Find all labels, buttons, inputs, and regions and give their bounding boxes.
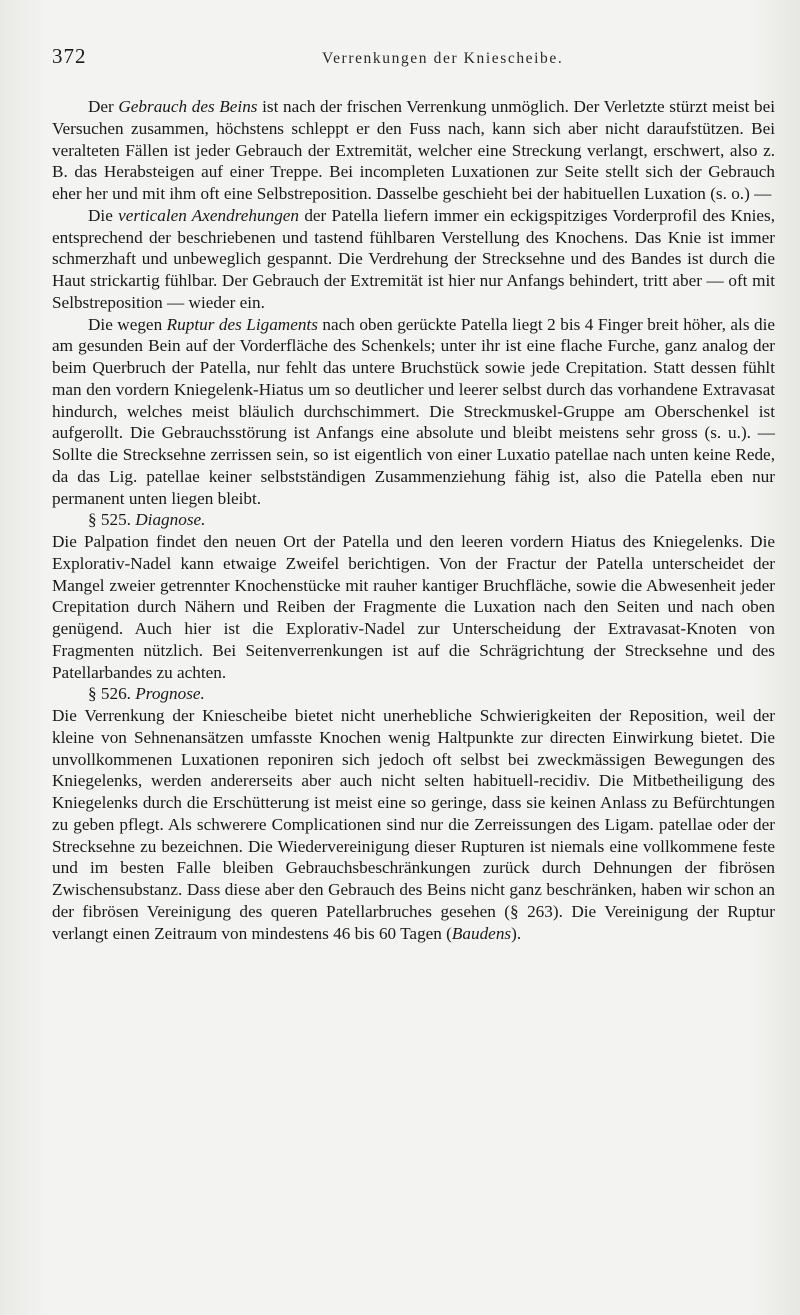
section-heading-diagnose: [52, 509, 775, 531]
emphasis-text: Ruptur des Ligaments: [166, 314, 318, 334]
section-heading-prognose: [52, 683, 775, 705]
paragraph-axendrehungen: Die verticalen Axendrehungen der Patella liefern immer ein eckigspitziges Vorderprofil des Knies, entsprechend der beschriebenen und tastend fühlbaren Verstellung des Knochens. Das Knie ist immer schmerzhaft und unbeweglich gespannt. Die Verdrehung der Strecksehne und des Bandes ist durch die Haut strickartig fühlbar. Der Gebrauch der Extremität ist hier nur Anfangs behindert, tritt aber — oft mit Selbstreposition — wieder ein.: [52, 205, 775, 312]
section-title: Diagnose.: [135, 510, 206, 530]
paragraph-gebrauch: Der Gebrauch des Beins ist nach der frischen Verrenkung unmöglich. Der Verletzte stürzt meist bei Versuchen zusammen, höchstens schleppt er den Fuss nach, kann sich aber nicht daraufstützen. Bei veralteten Fällen ist jeder Gebrauch der Extremität, welcher eine Streckung verlangt, erschwert, also z. B. das Herabsteigen auf einer Treppe. Bei incompleten Luxationen zur Seite stellt sich der Gebrauch eher her und mit ihm oft eine Selbstreposition. Dasselbe geschieht bei der habituellen Luxation (s. o.) —: [52, 97, 775, 203]
running-title: Verrenkungen der Kniescheibe.: [322, 50, 564, 67]
paragraph-prognose: Die Verrenkung der Kniescheibe bietet nicht unerhebliche Schwierigkeiten der Reposition, weil der kleine von Sehnenansätzen umfasste Knochen wenig Haltpunkte zur directen Einwirkung bietet. Die unvollkommenen Luxationen reponiren sich jedoch oft selbst bei zweckmässigen Bewegungen des Kniegelenks, werden andererseits aber auch nicht selten habituell-recidiv. Die Mitbetheiligung des Kniegelenks durch die Erschütterung ist meist eine so geringe, dass sie keinen Anlass zu Befürchtungen zu geben pflegt. Als schwerere Complicationen sind nur die Zerreissungen des Ligam. patellae oder der Strecksehne zu bezeichnen. Die Wiedervereinigung dieser Rupturen ist niemals eine vollkommene feste und im besten Falle bleiben Gebrauchsbeschränkungen zurück durch Dehnungen der fibrösen Zwischensubstanz. Dass diese aber den Gebrauch des Beins nicht ganz beschränken, haben wir schon an der fibrösen Vereinigung des queren Patellarbruches gesehen (§ 263). Die Vereinigung der Ruptur verlangt einen Zeitraum von mindestens 46 bis 60 Tagen (Baudens).: [52, 706, 775, 943]
page-body: [52, 96, 775, 944]
section-number: § 525.: [88, 510, 131, 530]
paragraph-diagnose: Die Palpation findet den neuen Ort der Patella und den leeren vordern Hiatus des Kniegelenks. Die Explorativ-Nadel kann etwaige Zweifel berichtigen. Von der Fractur der Patella unterscheidet der Mangel zweier getrennter Knochenstücke mit rauher kantiger Bruchfläche, sowie die Abwesenheit jeder Crepitation durch Nähern und Reiben der Fragmente die Luxation nach den Seiten und nach oben genügend. Auch hier ist die Explorativ-Nadel zur Unterscheidung der Extravasat-Knoten von Fragmenten nützlich. Bei Seitenverrenkungen ist auf die Schrägrichtung der Strecksehne und des Patellarbandes zu achten.: [52, 532, 775, 682]
page-number: 372: [52, 44, 87, 68]
section-number: § 526.: [88, 684, 131, 704]
page-header: [52, 44, 775, 84]
emphasis-text: verticalen Axendrehungen: [118, 205, 300, 225]
section-title: Prognose.: [135, 684, 205, 704]
citation-name: Baudens: [451, 923, 512, 943]
emphasis-text: Gebrauch des Beins: [118, 97, 258, 116]
paragraph-ruptur: Die wegen Ruptur des Ligaments nach oben gerückte Patella liegt 2 bis 4 Finger breit höher, als die am gesunden Bein auf der Vorderfläche des Schenkels; unter ihr ist eine flache Furche, ganz analog der beim Querbruch der Patella, nur fehlt das untere Bruchstück sowie jede Crepitation. Statt dessen fühlt man den vordern Kniegelenk-Hiatus um so deutlicher und leerer selbst durch das vorhandene Extravasat hindurch, welches meist bläulich durchschimmert. Die Streckmuskel-Gruppe am Oberschenkel ist aufgerollt. Die Gebrauchsstörung ist Anfangs eine absolute und bleibt meistens sehr gross (s. u.). — Sollte die Strecksehne zerrissen sein, so ist eigentlich von einer Luxatio patellae nach unten keine Rede, da das Lig. patellae keiner selbstständigen Zusammenziehung fähig ist, also die Patella eben nur permanent unten liegen bleibt.: [52, 314, 775, 508]
